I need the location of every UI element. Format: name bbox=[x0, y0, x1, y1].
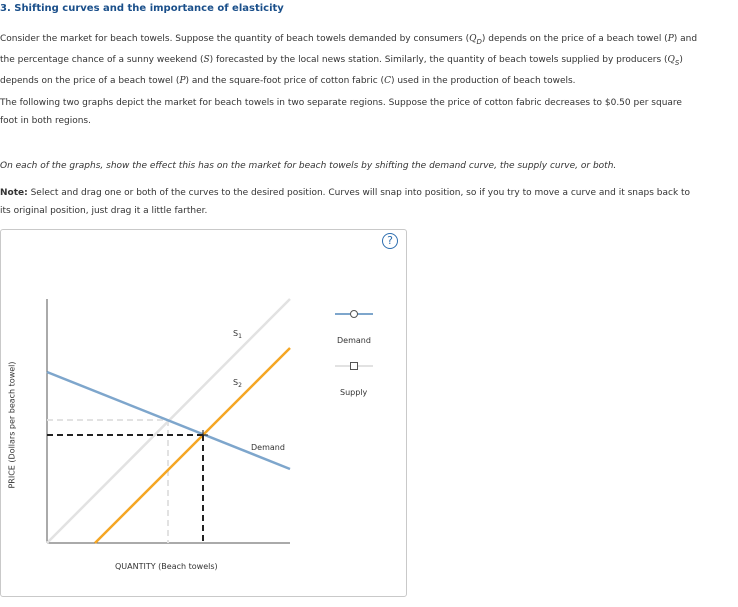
question-intro-paragraph: Consider the market for beach towels. Suppose the quantity of beach towels demanded by consumers $(Q_D)$ depends on the price of a beach towel (P) and the percentage chance of a sunny weekend (S) forecasted by the local news station. Similarly, the quantity of beach towels supplied by producers $(Q_S)$ depends on the price of a beach towel (P) and the square-foot price of cotton fabric (C) used in the production of beach towels. bbox=[0, 34, 698, 86]
question-context-paragraph: The following two graphs depict the market for beach towels in two separate regions. Suppose the price of cotton fabric decreases to $0.50 per square foot in both regions. bbox=[0, 98, 682, 126]
legend-supply-tool-icon[interactable] bbox=[335, 363, 373, 370]
legend-demand-tool-icon[interactable] bbox=[335, 311, 373, 318]
supply-shifted-label: $S_2$ bbox=[233, 378, 242, 389]
legend-demand-label: Demand bbox=[337, 336, 371, 345]
legend-supply-label: Supply bbox=[340, 388, 368, 397]
question-title: 3. Shifting curves and the importance of elasticity bbox=[0, 3, 284, 14]
supply-original-label: $S_1$ bbox=[233, 329, 242, 340]
question-note: Note: Select and drag one or both of the curves to the desired position. Curves will snap into position, so if you try to move a curve and it snaps back to its original position, just drag it a little farther. bbox=[0, 188, 691, 216]
x-axis-label: QUANTITY (Beach towels) bbox=[115, 562, 218, 571]
demand-curve-label: Demand bbox=[251, 443, 285, 452]
question-instruction: On each of the graphs, show the effect this has on the market for beach towels by shifting the demand curve, the supply curve, or both. bbox=[0, 161, 617, 171]
y-axis-label: PRICE (Dollars per beach towel) bbox=[7, 361, 17, 489]
help-icon[interactable]: ? bbox=[382, 233, 398, 249]
